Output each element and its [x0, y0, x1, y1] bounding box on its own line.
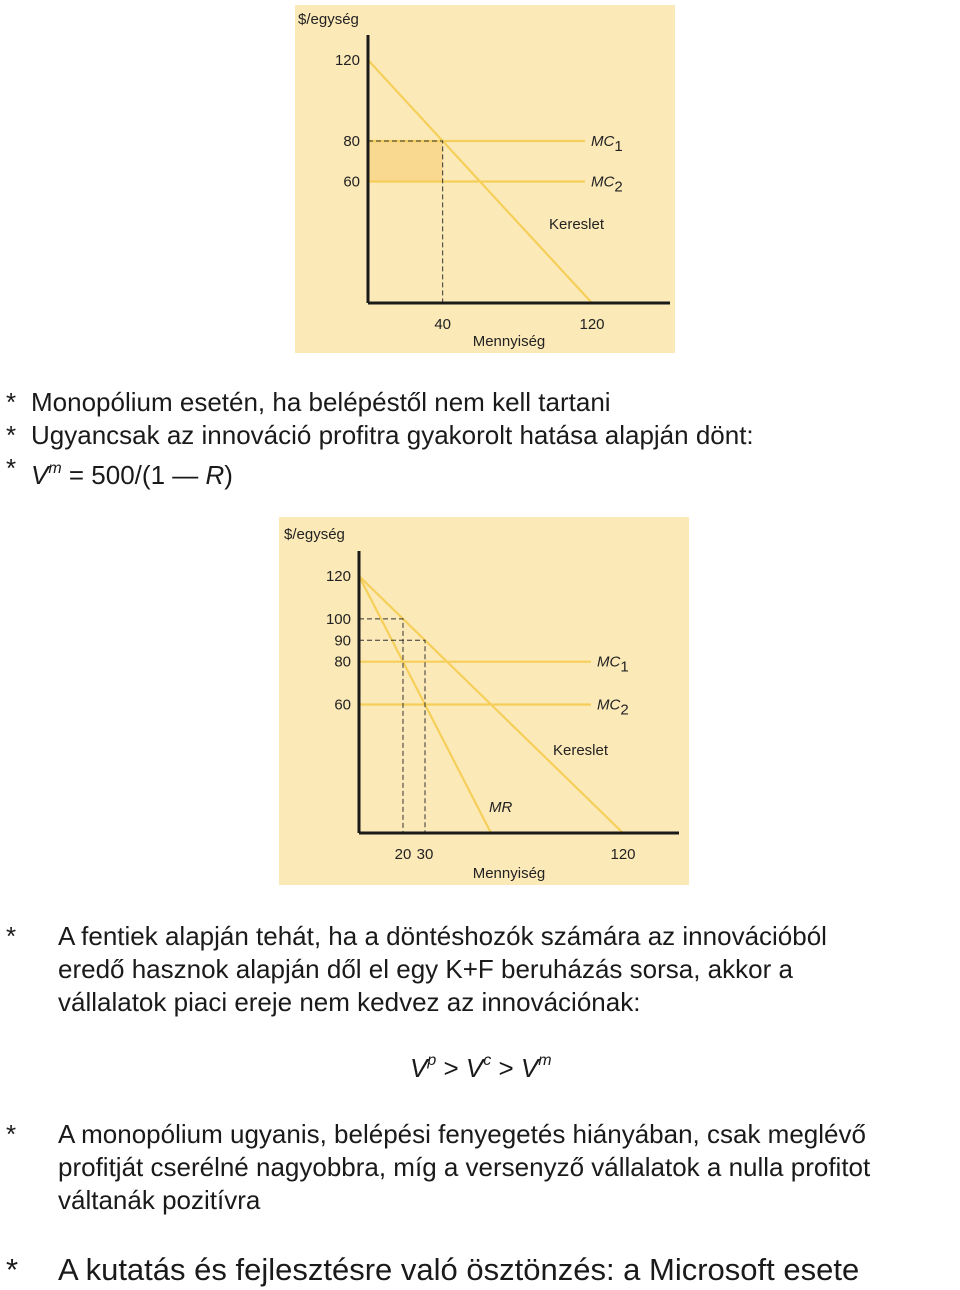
ineq-sup-c: c	[483, 1052, 492, 1069]
formula-text	[31, 452, 233, 492]
y-tick-label: 120	[325, 568, 351, 585]
paragraph-2-line-3: váltanák pozitívra	[58, 1185, 261, 1215]
y-tick-label: 80	[343, 133, 360, 150]
closing-bullet-text: A kutatás és fejlesztésre való ösztönzés: a Microsoft esete	[58, 1252, 860, 1287]
ineq-gt1: >	[436, 1053, 466, 1083]
ineq-gt2: >	[491, 1053, 521, 1083]
bullet-star: *	[6, 453, 17, 483]
x-tick-label: 40	[434, 316, 452, 333]
y-axis-label: $/egység	[284, 526, 345, 543]
ineq-sup-p: p	[427, 1052, 437, 1069]
formula-r: R	[205, 460, 225, 490]
ineq-v2: V	[465, 1053, 484, 1083]
paragraph-1-line-1: A fentiek alapján tehát, ha a döntéshozók számára az innovációból	[58, 921, 827, 951]
x-tick-label: 120	[610, 846, 636, 863]
paragraph-1-line-2: eredő hasznok alapján dől el egy K+F beruházás sorsa, akkor a	[58, 954, 793, 984]
bullet-star: *	[6, 1119, 17, 1149]
y-tick-label: 80	[334, 653, 351, 671]
y-tick-label: 60	[343, 173, 360, 191]
mc2-label: MC2	[597, 696, 629, 719]
demand-label: Kereslet	[549, 216, 605, 233]
x-axis-label: Mennyiség	[472, 333, 546, 350]
paragraph-1-line-3: vállalatok piaci ereje nem kedvez az innovációnak:	[58, 987, 641, 1017]
y-tick-label: 100	[325, 610, 351, 628]
mc1-label: MC1	[591, 133, 623, 155]
chart-1	[295, 5, 675, 353]
bullet-text: Ugyancsak az innováció profitra gyakorolt hatása alapján dönt:	[31, 420, 754, 450]
x-tick-label: 20	[394, 846, 412, 863]
formula-rest: = 500/(1 —	[61, 460, 206, 490]
inequality	[410, 1052, 552, 1084]
demand-label: Kereslet	[553, 742, 609, 759]
formula-close: )	[224, 460, 233, 490]
x-axis-label: Mennyiség	[472, 865, 546, 882]
ineq-v1: V	[410, 1053, 428, 1083]
ineq-v3: V	[520, 1053, 539, 1083]
mr-label: MR	[489, 799, 513, 816]
bullet-text: Monopólium esetén, ha belépéstől nem kell tartani	[31, 387, 611, 417]
formula-v: V	[31, 460, 49, 490]
mc1-label: MC1	[597, 653, 629, 676]
bullet-star: *	[6, 1252, 19, 1287]
ineq-sup-m: m	[538, 1052, 552, 1069]
chart-2	[279, 517, 689, 885]
bullet-star: *	[6, 387, 17, 417]
y-tick-label: 120	[334, 52, 360, 69]
paragraph-2-line-1: A monopólium ugyanis, belépési fenyegetés hiányában, csak meglévő	[58, 1119, 866, 1149]
y-axis-label: $/egység	[298, 11, 359, 28]
bullet-star: *	[6, 420, 17, 450]
mc2-label: MC2	[591, 173, 623, 196]
x-tick-label: 120	[579, 316, 605, 333]
formula-sup: m	[48, 460, 62, 477]
y-tick-label: 60	[334, 696, 351, 714]
shaded-area	[368, 141, 443, 182]
paragraph-2-line-2: profitját cserélné nagyobbra, míg a versenyző vállalatok a nulla profitot	[58, 1152, 871, 1182]
x-tick-label: 30	[416, 846, 434, 863]
y-tick-label: 90	[334, 632, 351, 650]
bullet-star: *	[6, 921, 17, 951]
